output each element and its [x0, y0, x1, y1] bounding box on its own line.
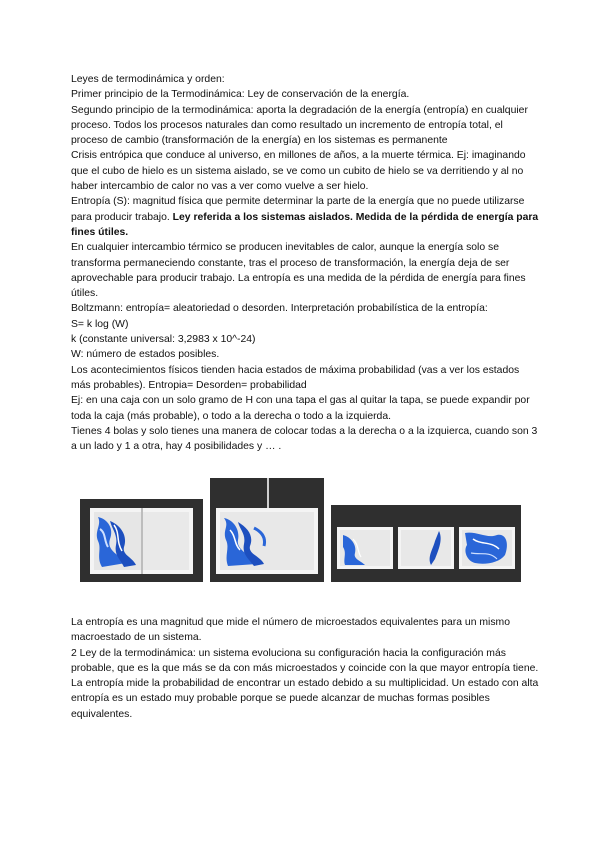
- ink-box-image-2: [210, 478, 324, 582]
- paragraph: En cualquier intercambio térmico se producen inevitables de calor, aunque la energía solo se transforma permaneciendo constante, tras el proceso de transformación, la energía deja de ser aprovechable para producir trabajo. La entropía es una medida de la pérdida de energía para fines útiles.: [71, 242, 526, 300]
- paragraph: Tienes 4 bolas y solo tienes una manera de colocar todas a la derecha o a la izquierca, cuando son 3 a un lado y 1 a otra, hay 4 posibilidades y … .: [71, 425, 538, 453]
- paragraph: W: número de estados posibles.: [71, 349, 220, 361]
- paragraph: Boltzmann: entropía= aleatoriedad o desorden. Interpretación probabilística de la entropía:: [71, 303, 488, 315]
- formula: S= k log (W): [71, 318, 129, 330]
- paragraph: 2 Ley de la termodinámica: un sistema evoluciona su configuración hacia la configuración más probable, que es la que más se da con más microestados y coincide con la que mayor entropía tiene.: [71, 647, 539, 674]
- paragraph: Primer principio de la Termodinámica: Ley de conservación de la energía.: [71, 89, 410, 101]
- text-block-top: [71, 72, 541, 454]
- paragraph: La entropía es una magnitud que mide el número de microestados equivalentes para un mismo macroestado de un sistema.: [71, 617, 510, 644]
- ink-box-image-1: [80, 499, 203, 582]
- paragraph: Entropía (S): magnitud física que permite determinar la parte de la energía que no puede utilizarse para producir trabajo. Ley referida a los sistemas aislados. Medida de la pérdida de energía para fines útiles.: [71, 196, 539, 238]
- paragraph: k (constante universal: 3,2983 x 10^-24): [71, 334, 256, 346]
- text-block-bottom: [71, 615, 541, 722]
- paragraph: Crisis entrópica que conduce al universo, en millones de años, a la muerte térmica. Ej: imaginando que el cubo de hielo es un sistema aislado, se ve como un cubito de hielo se va derritiendo y al no haber intercambio de calor no vas a ver como vuelve a ser hielo.: [71, 150, 526, 193]
- ink-box-image-3: [331, 505, 521, 582]
- paragraph: La entropía mide la probabilidad de encontrar un estado debido a su multiplicidad. Un estado con alta entropía es un estado muy probable porque se puede alcanzar de muchas formas posibles equivalentes.: [71, 678, 539, 720]
- paragraph: Los acontecimientos físicos tienden hacia estados de máxima probabilidad (vas a ver los estados más probables). Entropia= Desorden= probabilidad: [71, 364, 520, 391]
- paragraph: Ej: en una caja con un solo gramo de H con una tapa el gas al quitar la tapa, se puede expandir por toda la caja (más probable), o todo a la derecha o todo a la izquierda.: [71, 395, 530, 422]
- paragraph-title: Leyes de termodinámica y orden:: [71, 74, 225, 85]
- bold-text: Ley referida a los sistemas aislados. Medida de la pérdida de energía para fines útiles.: [71, 211, 539, 238]
- paragraph: Segundo principio de la termodinámica: aporta la degradación de la energía (entropía) en cualquier proceso. Todos los procesos naturales dan como resultado un incremento de entropía total, el proceso de cambio (transformación de la energía) en los sistemas es permanente: [71, 104, 528, 147]
